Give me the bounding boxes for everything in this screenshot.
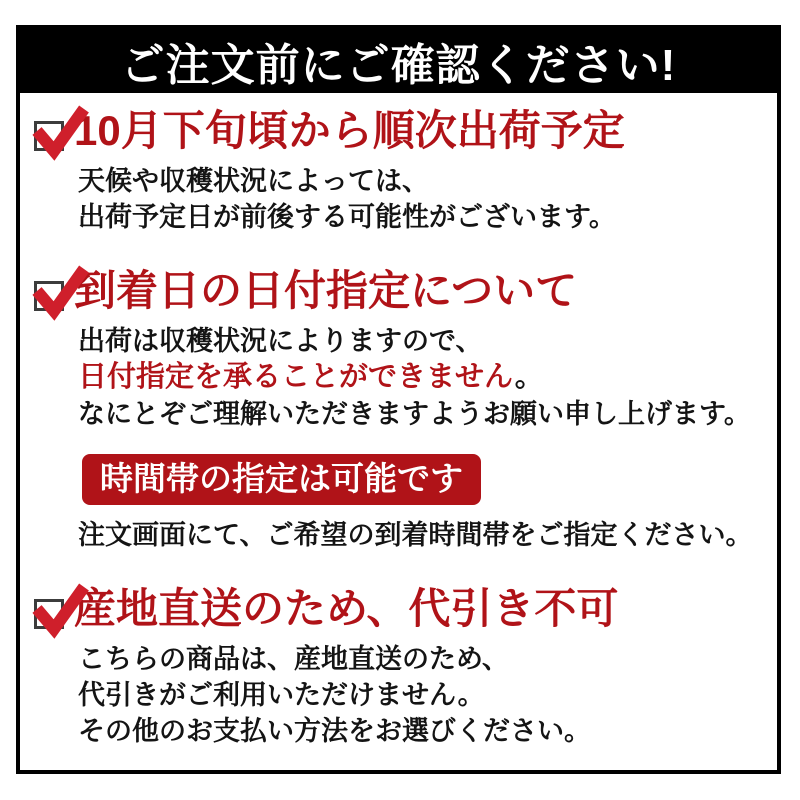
section-date-designation xyxy=(34,265,763,553)
emphasis-line xyxy=(78,359,763,396)
banner-note: 注文画面にて、ご希望の到着時間帯をご指定ください。 xyxy=(78,520,753,550)
checkmark-icon xyxy=(31,264,89,318)
emphasis-text: 日付指定を承ることができません xyxy=(78,361,515,393)
checkmark-icon xyxy=(31,104,89,158)
body-line: こちらの商品は、産地直送のため、 xyxy=(78,644,509,674)
banner-text: 時間帯の指定は可能です xyxy=(100,460,463,497)
section-heading: 到着日の日付指定について xyxy=(74,267,578,314)
checkbox-icon xyxy=(34,281,64,311)
time-slot-banner xyxy=(82,454,481,505)
notice-header xyxy=(20,29,777,93)
section-shipping-schedule xyxy=(34,105,763,235)
checkmark-icon xyxy=(31,582,89,636)
notice-title: ご注文前にご確認ください! xyxy=(120,41,677,90)
body-line: 出荷予定日が前後する可能性がございます。 xyxy=(78,202,616,232)
heading-row xyxy=(34,265,763,317)
body-line: なにとぞご理解いただきますようお願い申し上げます。 xyxy=(78,399,751,429)
body-line: 代引きがご利用いただけません。 xyxy=(78,680,485,710)
section-no-cod xyxy=(34,583,763,749)
checkbox-icon xyxy=(34,121,64,151)
notice-content xyxy=(20,93,777,749)
section-heading: 10月下旬頃から順次出荷予定 xyxy=(74,107,625,154)
body-line: その他のお支払い方法をお選びください。 xyxy=(78,716,591,746)
body-line: 出荷は収穫状況によりますので、 xyxy=(78,326,483,356)
heading-row xyxy=(34,583,763,635)
checkbox-icon xyxy=(34,599,64,629)
section-heading: 産地直送のため、代引き不可 xyxy=(74,585,619,632)
emphasis-suffix: 。 xyxy=(514,361,544,393)
heading-row xyxy=(34,105,763,157)
notice-frame xyxy=(16,25,781,774)
body-line: 天候や収穫状況によっては、 xyxy=(78,166,429,196)
